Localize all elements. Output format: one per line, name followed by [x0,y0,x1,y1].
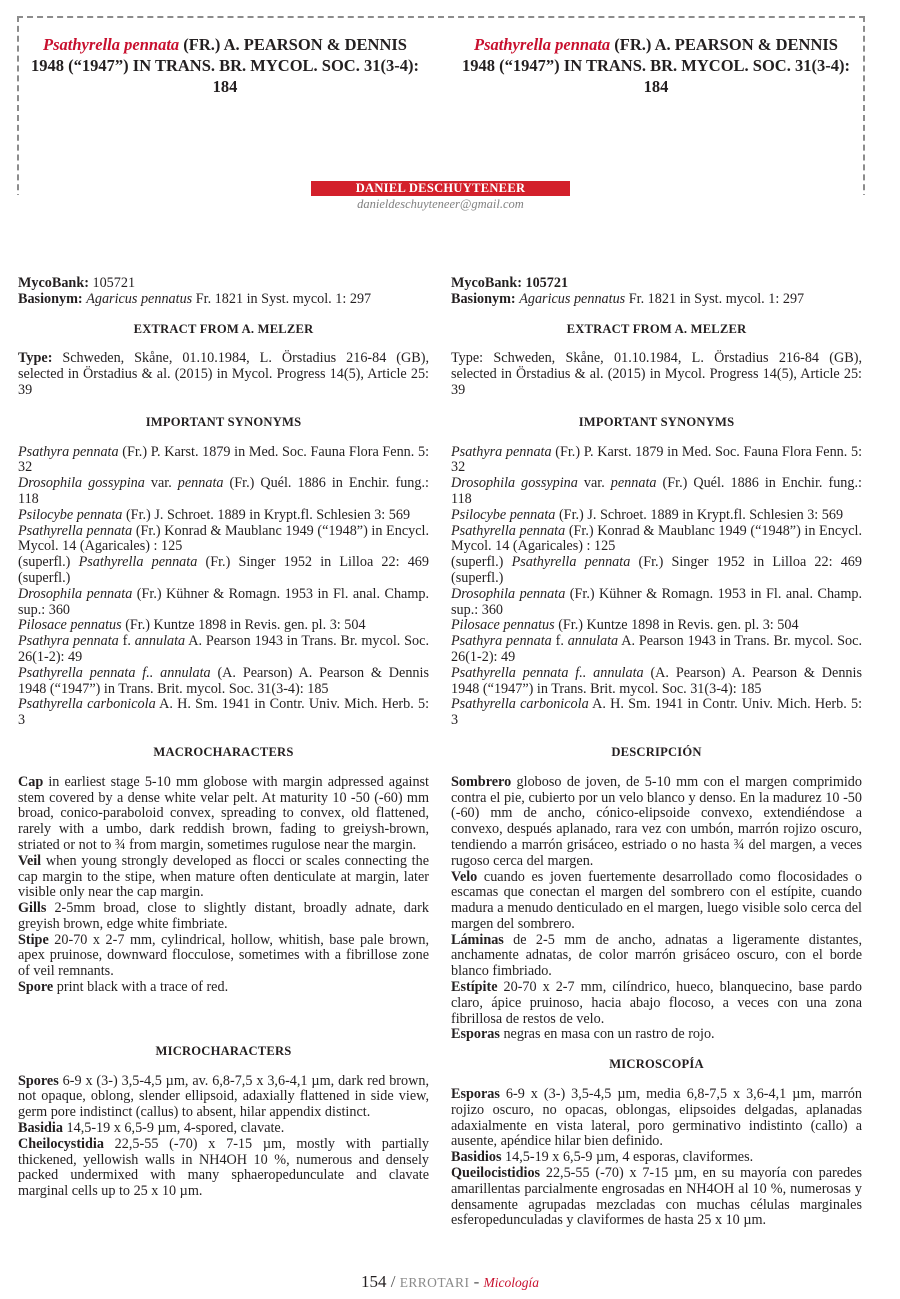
page-number: 154 [360,1272,387,1291]
stipe-description: Estípite 20-70 x 2-7 mm, cilíndrico, hueco, blanquecino, base pardo claro, ápice pruinoso, hacia abajo flocoso, a veces con una zona fibrillosa de restos de velo. [451,979,862,1027]
magazine-name: ERROTARI [399,1275,470,1290]
synonym-item: Psilocybe pennata (Fr.) J. Schroet. 1889 in Krypt.fl. Schlesien 3: 569 [451,506,844,523]
synonym-item: Psathyrella pennata (Fr.) Konrad & Maublanc 1949 (“1948”) in Encycl. Mycol. 14 (Agaricales) : 125 [451,522,862,555]
type-paragraph: Type: Schweden, Skåne, 01.10.1984, L. Örstadius 216-84 (GB), selected in Örstadius & al. (2015) in Mycol. Progress 14(5), Article 25: 39 [451,350,862,398]
basionym-line [451,292,862,308]
synonym-item: Psathyrella pennata f.. annulata (A. Pearson) A. Pearson & Dennis 1948 (“1947”) in Trans. Brit. mycol. Soc. 31(3-4): 185 [451,664,862,697]
synonym-item: Drosophila gossypina var. pennata (Fr.) Quél. 1886 in Enchir. fung.: 118 [18,475,429,507]
synonym-item: Drosophila pennata (Fr.) Kühner & Romagn. 1953 in Fl. anal. Champ. sup.: 360 [451,585,863,618]
synonym-item: Psilocybe pennata (Fr.) J. Schroet. 1889 in Krypt.fl. Schlesien 3: 569 [18,506,411,523]
basionym-label: Basionym: [18,290,83,307]
english-column [18,276,429,1200]
veil-description: Veil when young strongly developed as flocci or scales connecting the cap margin to the stipe, when mature often denticulate at margin, later visible only near the cap margin. [18,852,429,901]
type-label: Type: [18,350,53,367]
spanish-column [451,276,862,1229]
synonym-item: (superfl.) Psathyrella pennata (Fr.) Singer 1952 in Lilloa 22: 469 (superfl.) [18,554,429,586]
section-heading-micro: MICROSCOPÍA [609,1057,704,1072]
basionym-species: Agaricus pennatus [86,290,193,307]
type-paragraph [18,351,429,398]
gills-description: Gills 2-5mm broad, close to slightly distant, broadly adnate, dark greyish brown, edge white fimbriate. [18,900,429,932]
page-footer [0,1272,900,1292]
cheilocystidia-description: Queilocistidios 22,5-55 (-70) x 7-15 µm, en su mayoría con paredes amarillentas parcialmente engrosadas en NH4OH al 10 %, numerosas y densamente agrupadas mezcladas con muchas células marginales esferopedunculadas y claviformes de hasta 25 x 10 µm. [451,1165,862,1229]
title-authority: (FR.) A. PEARSON & DENNIS 1948 (“1947”) IN TRANS. BR. MYCOL. SOC. 31(3-4): 184 [31,35,419,96]
type-text: Schweden, Skåne, 01.10.1984, L. Örstadius 216-84 (GB), selected in Örstadius & al. (2015) in Mycol. Progress 14(5), Article 25: 39 [18,350,429,398]
section-name: Micología [483,1275,540,1290]
mycobank-line [18,276,429,292]
synonym-item: Psathyrella carbonicola A. H. Sm. 1941 in Contr. Univ. Mich. Herb. 5: 3 [451,696,863,729]
footer-dash: - [469,1272,484,1291]
synonym-item: Psathyrella pennata (Fr.) Konrad & Maublanc 1949 (“1948”) in Encycl. Mycol. 14 (Agaricales) : 125 [18,522,429,555]
synonym-item: Psathyra pennata f. annulata A. Pearson 1943 in Trans. Br. mycol. Soc. 26(1-2): 49 [18,633,429,665]
spore-print-description: Spore print black with a trace of red. [18,979,229,996]
synonym-item: Psathyra pennata f. annulata A. Pearson 1943 in Trans. Br. mycol. Soc. 26(1-2): 49 [451,633,862,665]
section-heading-micro: MICROCHARACTERS [155,1043,292,1058]
synonym-item: Pilosace pennatus (Fr.) Kuntze 1898 in Revis. gen. pl. 3: 504 [18,617,366,634]
stipe-description: Stipe 20-70 x 2-7 mm, cylindrical, hollow, whitish, base pale brown, apex pruinose, downward flocculose, sometimes with a fibrillose zone of veil remnants. [18,931,429,980]
synonym-item: Psathyra pennata (Fr.) P. Karst. 1879 in Med. Soc. Fauna Flora Fenn. 5: 32 [451,443,863,476]
basionym-reference: Fr. 1821 in Syst. mycol. 1: 297 [192,290,372,307]
synonym-item: (superfl.) Psathyrella pennata (Fr.) Singer 1952 in Lilloa 22: 469 (superfl.) [451,554,862,586]
veil-description: Velo cuando es joven fuertemente desarrollado como flocosidades o escamas que conectan el margen del sombrero con el estípite, cuando madura a menudo denticulado en el margen, luego visible solo cerca del margen del sombrero. [451,868,862,932]
author-name-bar: DANIEL DESCHUYTENEER [311,181,570,196]
basionym-line [18,292,429,308]
mycobank-label: MycoBank: 105721 [451,275,569,291]
cap-description: Cap in earliest stage 5-10 mm globose with margin adpressed against stem covered by a dense white velar pelt. At maturity 10 -50 (-60) mm broad, conico-paraboloid convex, spreading to convex, old flattened, rarely with a umbo, dark reddish brown, fading to greiysh-brown, striated or not to ¾ from margin, sometimes rugulose near the margin. [18,773,429,853]
synonym-list [18,445,429,729]
section-heading-macro: MACROCHARACTERS [153,744,294,759]
synonym-list [451,445,862,729]
synonym-item: Psathyrella pennata f.. annulata (A. Pearson) A. Pearson & Dennis 1948 (“1947”) in Trans. Brit. mycol. Soc. 31(3-4): 185 [18,664,429,697]
section-heading-synonyms: IMPORTANT SYNONYMS [578,414,735,429]
spores-description: Esporas 6-9 x (3-) 3,5-4,5 µm, media 6,8-7,5 x 3,6-4,1 µm, marrón rojizo oscuro, no opacas, oblongas, elipsoides delgadas, aplanadas adaxialmente en vista lateral, poro germinativo indistinto (callo) a ausente, apéndice hilar bien definido. [451,1086,862,1150]
section-heading-synonyms: IMPORTANT SYNONYMS [145,414,302,429]
mycobank-value: 105721 [88,275,136,291]
basidia-description: Basidios 14,5-19 x 6,5-9 µm, 4 esporas, claviformes. [451,1149,754,1166]
section-heading-extract: EXTRACT FROM A. MELZER [566,321,747,336]
basidia-description: Basidia 14,5-19 x 6,5-9 µm, 4-spored, clavate. [18,1120,285,1137]
synonym-item: Drosophila gossypina var. pennata (Fr.) Quél. 1886 in Enchir. fung.: 118 [451,475,862,507]
title-spanish [456,34,856,97]
basionym-species: Agaricus pennatus [519,290,626,307]
author-email[interactable]: danieldeschuyteneer@gmail.com [357,197,524,211]
title-species: Psathyrella pennata [474,35,611,54]
title-authority: (FR.) A. PEARSON & DENNIS 1948 (“1947”) IN TRANS. BR. MYCOL. SOC. 31(3-4): 184 [462,35,850,96]
section-heading-extract: EXTRACT FROM A. MELZER [133,321,314,336]
basionym-label: Basionym: [451,290,516,307]
title-english [25,34,425,97]
cap-description: Sombrero globoso de joven, de 5-10 mm con el margen comprimido contra el pie, cubierto por un velo blanco y denso. En la madurez 10 -50 (-60) mm de ancho, cónico-elipsoide convexo, extendiéndose a convexo, después aplanado, rara vez con umbón, marrón rojizo oscuro, tendiendo a marrón grisáceo, estriado o no hasta ¾ del margen, a veces rugoso cerca del margen. [451,773,862,869]
mycobank-label: MycoBank: [18,275,89,291]
spore-print-description: Esporas negras en masa con un rastro de rojo. [451,1026,715,1043]
synonym-item: Drosophila pennata (Fr.) Kühner & Romagn. 1953 in Fl. anal. Champ. sup.: 360 [18,585,430,618]
mycobank-line [451,276,862,292]
synonym-item: Psathyra pennata (Fr.) P. Karst. 1879 in Med. Soc. Fauna Flora Fenn. 5: 32 [18,443,430,476]
gills-description: Láminas de 2-5 mm de ancho, adnatas a ligeramente distantes, anchamente adnatas, de color marrón grisáceo oscuro, con el borde blanco fimbriado. [451,931,862,980]
section-heading-description: DESCRIPCIÓN [611,744,702,759]
basionym-reference: Fr. 1821 in Syst. mycol. 1: 297 [625,290,805,307]
spores-description: Spores 6-9 x (3-) 3,5-4,5 µm, av. 6,8-7,5 x 3,6-4,1 µm, dark red brown, not opaque, oblong, slender ellipsoid, adaxially flattened in side view, germ pore indistinct (callus) to absent, hilar appendix distinct. [18,1072,429,1121]
title-species: Psathyrella pennata [43,35,180,54]
footer-separator: / [386,1272,400,1291]
synonym-item: Psathyrella carbonicola A. H. Sm. 1941 in Contr. Univ. Mich. Herb. 5: 3 [18,696,430,729]
synonym-item: Pilosace pennatus (Fr.) Kuntze 1898 in Revis. gen. pl. 3: 504 [451,617,799,634]
cheilocystidia-description: Cheilocystidia 22,5-55 (-70) x 7-15 µm, mostly with partially thickened, yellowish walls in NH4OH 10 %, numerous and densely packed undermixed with many sphaeropedunculate and clavate marginal cells up to 25 x 10 µm. [18,1135,429,1200]
